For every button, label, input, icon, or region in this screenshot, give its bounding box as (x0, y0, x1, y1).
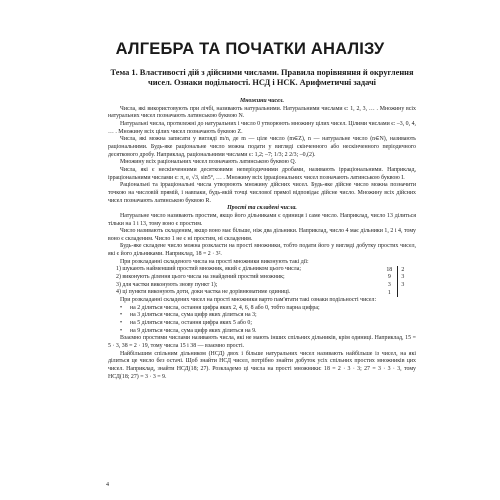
algorithm-step: 4) ці пункти виконують доти, доки частка не дорівнюватиме одиниці. (116, 289, 291, 296)
topic-title: Тема 1. Властивості дій з дійсними числами. Правила порівняння й округлення чисел. Ознаки подільності. НСД і НСК. Арифметичні задачі (110, 68, 414, 87)
factorization-block (108, 266, 416, 297)
table-row (382, 289, 408, 297)
paragraph: Числа, які можна записати у вигляді m/n, де m — ціле число (m∈Z), n — натуральне число (n∈N), називають раціональними. Будь-яке раціональне число можна подати у вигляді скінченного або нескінченного періодичного десяткового дробу. Наприклад, раціональними числами є: 1,2; –7; 1/3; 2 2/3; –0,(2). (108, 136, 416, 158)
paragraph: Взаємно простими числами називають числа, які не мають інших спільних дільників, крім одиниці. Наприклад, 15 = 5 · 3, 38 = 2 · 19, тому числа 15 і 38 — взаємно прості. (108, 335, 416, 349)
table-cell: 3 (397, 274, 408, 282)
table-row (382, 282, 408, 290)
paragraph: Натуральне число називають простим, якщо його дільниками є одиниця і саме число. Наприклад, число 13 ділиться тільки на 1 і 13, тому воно є простим. (108, 212, 416, 227)
paragraph: При розкладанні складеного числа на прості множники виконують такі дії: (120, 258, 309, 265)
table-cell: 2 (397, 266, 408, 274)
paragraph: Натуральні числа, протилежні до натуральних і число 0 утворюють множину цілих чисел. Цілими числами є: –3, 0, 4, … . Множину всіх цілих чисел позначають буквою Z. (108, 120, 416, 135)
algorithm-step: 3) для частки виконують знову пункт 1); (116, 281, 218, 288)
page-body (108, 98, 416, 470)
list-item: • на 5 діляться числа, остання цифра яких 5 або 0; (108, 320, 416, 328)
list-item: • на 3 діляться числа, сума цифр яких ділиться на 3; (108, 312, 416, 320)
list-item: • на 9 діляться числа, сума цифр яких ділиться на 9. (108, 328, 416, 336)
section-heading: АЛГЕБРА ТА ПОЧАТКИ АНАЛІЗУ (115, 40, 385, 58)
table-row (382, 274, 408, 282)
factorization-table (382, 266, 408, 297)
page-number: 4 (106, 482, 109, 488)
subsection-heading: Множини чисел. (239, 98, 285, 104)
paragraph: Будь-яке складене число можна розкласти на прості множники, тобто подати його у вигляді добутку простих чисел, які є його дільниками. Наприклад, 18 = 2 · 3². (108, 243, 416, 258)
subsection-heading: Прості та складені числа. (227, 205, 297, 212)
table-row (382, 266, 408, 274)
list-item: • на 2 діляться числа, остання цифра яких 2, 4, 6, 8 або 0, тобто парна цифра; (108, 305, 416, 313)
table-cell: 3 (397, 282, 408, 290)
paragraph: Множину всіх раціональних чисел позначають латинською буквою Q. (120, 159, 297, 166)
table-cell (397, 289, 408, 297)
paragraph: Числа, які є нескінченними десятковими неперіодичними дробами, називають ірраціональними. Наприклад, ірраціональними числами є: π, e, √3, sin5°, … . Множину всіх ірраціональних чисел позначають латинською буквою I. (108, 166, 416, 181)
table-cell: 3 (387, 282, 391, 289)
paragraph: Раціональні та ірраціональні числа утворюють множину дійсних чисел. Будь-яке дійсне число можна позначити точкою на числовій прямій, і навпаки, будь-якій точці числової прямої відповідає дійсне число. Множину всіх дійсних чисел позначають латинською буквою R. (108, 182, 416, 204)
paragraph: Числа, які використовують при лічбі, називають натуральними. Натуральними числами є: 1, 2, 3, … . Множину всіх натуральних чисел позначають латинською буквою N. (108, 105, 416, 120)
algorithm-step: 2) виконують ділення цього числа на знайдений простий множник; (116, 274, 285, 281)
paragraph: Число називають складеним, якщо воно має більше, ніж два дільники. Наприклад, число 4 має дільники 1, 2 і 4, тому воно є складеним. Число 1 не є ні простим, ні складеним. (108, 228, 416, 242)
paragraph: Найбільшим спільним дільником (НСД) двох і більше натуральних чисел називають найбільше із чисел, на які ділиться це число без остачі. Щоб знайти НСД чисел, потрібно знайти добуток усіх спільних простих множників цих чисел. Наприклад, знайти НСД(18; 27). Розкладемо ці числа на прості множники: 18 = 2 · 3 · 3; 27 = 3 · 3 · 3, тому НСД(18; 27) = 3 · 3 = 9. (108, 350, 416, 380)
algorithm-steps (108, 266, 382, 297)
table-cell: 18 (386, 266, 393, 273)
paragraph: При розкладанні складених чисел на прості множники варто пам'ятати такі ознаки подільності чисел: (120, 297, 377, 304)
algorithm-step: 1) шукають найменший простий множник, який є дільником цього числа; (116, 266, 301, 273)
table-cell: 9 (387, 274, 391, 281)
table-cell: 1 (387, 289, 391, 296)
